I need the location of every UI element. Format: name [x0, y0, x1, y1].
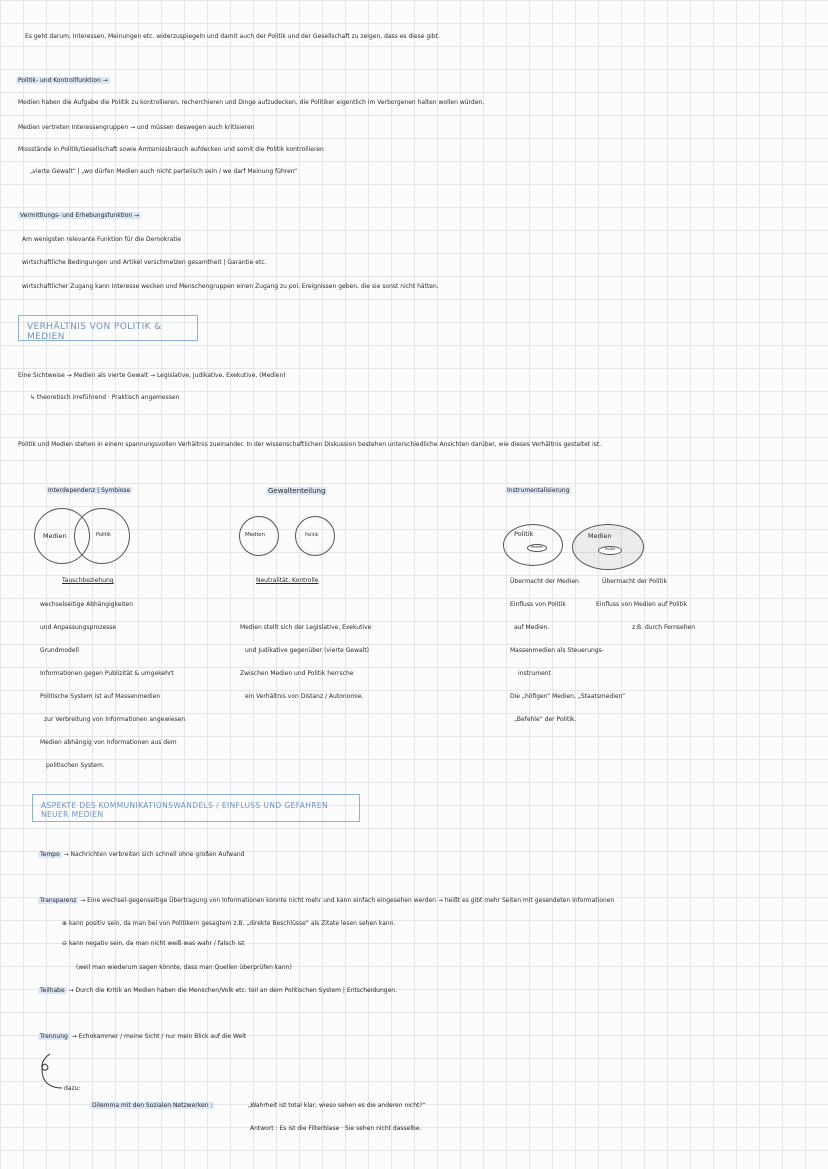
- instr-col-a-6: Die „höfigen“ Medien, „Staatsmedien“: [510, 693, 626, 700]
- transparenz-note: (weil man wiederum sagen könnte, dass man Quellen überprüfen kann): [76, 964, 292, 971]
- section-title-aspekte: ASPEKTE DES KOMMUNIKATIONSWANDELS / EINFLUSS UND GEFAHREN NEUER MEDIEN: [32, 794, 360, 822]
- interdependenz-line-8: politischen System.: [46, 762, 105, 769]
- vermittlung-bullet-1: Am wenigsten relevante Funktion für die Demokratie: [22, 236, 182, 243]
- instr-col-b-2: Einfluss von Medien auf Politik: [596, 601, 688, 608]
- instr-col-b-3: z.B. durch Fernsehen: [632, 624, 696, 631]
- kontroll-bullet-4: „vierte Gewalt“ | „wo dürfen Medien auch nicht parteiisch sein / we darf Meinung führen“: [30, 168, 298, 175]
- transparenz-plus: ⊕ kann positiv sein, da man bei von Politikern gesagtem z.B. „direkte Beschlüsse“ als Zitate lesen sehen kann.: [62, 920, 396, 927]
- gewalten-line-4: ein Verhältnis von Distanz / Autonomie.: [245, 693, 364, 700]
- model-interdependenz-subtitle: Tauschbeziehung: [62, 577, 114, 584]
- dilemma-antwort: Antwort : Es ist die Filterblase · Sie sehen nicht dasselbe.: [250, 1125, 422, 1132]
- interdependenz-line-2: und Anpassungsprozesse: [40, 624, 117, 631]
- dilemma-label: Dilemma mit den Sozialen Netzwerken :: [92, 1102, 213, 1109]
- aspect-tempo: Tempo → Nachrichten verbreiten sich schnell ohne großen Aufwand: [40, 851, 245, 858]
- model-gewaltenteilung-subtitle: Neutralität, Kontrolle: [256, 577, 319, 584]
- sichtweise-line-2: ↳ theoretisch irreführend · Praktisch angemessen: [30, 394, 180, 401]
- interdependenz-line-6: zur Verbreitung von Informationen angewiesen: [44, 716, 186, 723]
- interdependenz-line-3: Grundmodell: [40, 647, 79, 654]
- intro-text: Es geht darum, Interessen, Meinungen etc. widerzuspiegeln und damit auch der Politik und der Gesellschaft zu zeigen, dass es diese gibt.: [25, 33, 440, 40]
- instr-col-a-5: instrument: [518, 670, 551, 677]
- curly-arrow-icon: [36, 1050, 66, 1092]
- gewalten-label-politik: Politik: [305, 533, 319, 538]
- vermittlung-bullet-3: wirtschaftlicher Zugang kann Interesse wecken und Menschengruppen einen Zugang zu pol. Ereignissen geben, die sie sonst nicht hätten.: [22, 283, 439, 290]
- instr-col-a-2: Einfluss von Politik: [510, 601, 566, 608]
- vermittlung-heading: Vermittlungs- und Erhebungsfunktion →: [20, 212, 140, 219]
- sichtweise-line-1: Eine Sichtweise → Medien als vierte Gewalt → Legislative, Judikative, Exekutive, (Medien): [18, 372, 286, 379]
- transparenz-minus: ⊖ kann negativ sein, da man nicht weiß was wahr / falsch ist: [62, 940, 245, 947]
- relation-text: Politik und Medien stehen in einem spannungsvollen Verhältnis zueinander. In der wissenschaftlichen Diskussion bestehen unterschiedliche Ansichten darüber, wie dieses Verhältnis gestaltet ist.: [18, 441, 602, 448]
- instr-inner-politik: Politik: [598, 546, 622, 555]
- interdependenz-line-4: Informationen gegen Publizität & umgekehrt: [40, 670, 174, 677]
- venn-label-politik: Politik: [96, 532, 111, 538]
- venn-label-medien: Medien: [43, 532, 67, 540]
- kontroll-heading: Politik- und Kontrollfunktion →: [18, 77, 108, 84]
- dilemma-quote: „Wahrheit ist total klar, wieso sehen es die anderen nicht?“: [248, 1102, 426, 1109]
- dazu-label: dazu:: [64, 1085, 81, 1092]
- gewalten-line-2: und Judikative gegenüber (vierte Gewalt): [245, 647, 370, 654]
- aspect-teilhabe: Teilhabe → Durch die Kritik an Medien haben die Menschen/Volk etc. teil an dem Politischen System | Entscheidungen.: [40, 987, 397, 994]
- interdependenz-line-5: Politische System ist auf Massenmedien: [40, 693, 161, 700]
- kontroll-bullet-1: Medien haben die Aufgabe die Politik zu kontrollieren, recherchieren und Dinge aufzudecken, die Politiker eigentlich im Verborgenen halten wollen würden.: [18, 99, 485, 106]
- gewalten-label-medien: Medien: [245, 532, 266, 538]
- instr-col-a-7: „Befehle“ der Politik.: [514, 716, 577, 723]
- model-interdependenz-title: Interdependenz | Symbiose: [48, 487, 131, 494]
- gewalten-line-3: Zwischen Medien und Politik herrsche: [240, 670, 354, 677]
- section-title-verhaeltnis: VERHÄLTNIS VON POLITIK & MEDIEN: [18, 315, 198, 341]
- instr-label-politik: Politik: [514, 530, 534, 538]
- instr-label-medien: Medien: [588, 532, 612, 540]
- aspect-transparenz: Transparenz → Eine wechsel-gegenseitige Übertragung von Informationen konnte nicht mehr und kann einfach eingesehen werden → heißt es gibt mehr Seiten mit gesendeten Informationen: [40, 897, 615, 904]
- aspect-trennung: Trennung → Echokammer / meine Sicht / nur mein Blick auf die Welt: [40, 1033, 247, 1040]
- interdependenz-line-1: wechselseitige Abhängigkeiten: [40, 601, 134, 608]
- vermittlung-bullet-2: wirtschaftliche Bedingungen und Artikel verschmelzen gesamtheit | Garantie etc.: [22, 259, 267, 266]
- gewalten-line-1: Medien stellt sich der Legislative, Exekutive: [240, 624, 372, 631]
- instr-inner-medien: Medien: [527, 544, 547, 552]
- instr-col-a-1: Übermacht der Medien: [510, 578, 579, 585]
- instr-col-a-3: auf Medien.: [514, 624, 550, 631]
- model-gewaltenteilung-title: Gewaltenteilung: [268, 487, 326, 495]
- instr-col-b-1: Übermacht der Politik: [602, 578, 667, 585]
- kontroll-bullet-2: Medien vertreten Interessengruppen → und müssen deswegen auch kritisieren: [18, 124, 255, 131]
- model-instrumentalisierung-title: Instrumentalisierung: [507, 487, 570, 494]
- instr-col-a-4: Massenmedien als Steuerungs-: [510, 647, 604, 654]
- interdependenz-line-7: Medien abhängig von Informationen aus dem: [40, 739, 177, 746]
- kontroll-bullet-3: Missstände in Politik/Gesellschaft sowie Amtsmissbrauch aufdecken und somit die Politik kontrollieren: [18, 146, 324, 153]
